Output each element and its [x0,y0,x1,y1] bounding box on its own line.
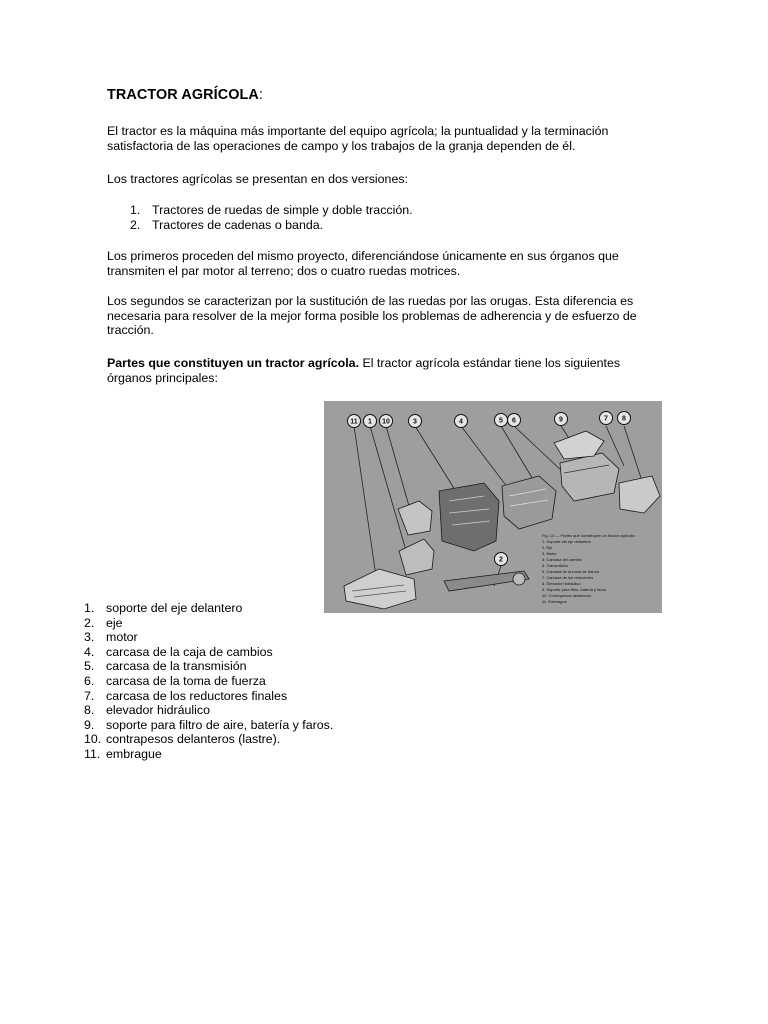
tracked-paragraph: Los segundos se caracterizan por la sustitución de las ruedas por las orugas. Esta diferencia es necesaria para resolver de la mejor forma posible los problemas de adherencia y de esfuerzo de tracción. [107,294,637,338]
svg-text:Fig. 13 — Partes que constituy: Fig. 13 — Partes que constituyen un tractor agrícola: [542,533,636,538]
svg-text:9: 9 [559,416,563,424]
svg-text:8: 8 [622,415,626,423]
svg-text:10: 10 [382,418,390,426]
parts-list [84,601,333,762]
list-item: 6. carcasa de la toma de fuerza [84,673,266,688]
svg-text:4: 4 [459,418,463,426]
page-title: TRACTOR AGRÍCOLA: [107,87,264,103]
callout-5 [495,414,508,427]
list-item: 7. carcasa de los reductores finales [84,688,288,703]
svg-text:7. Carcasa de los reductores: 7. Carcasa de los reductores [542,575,594,580]
versions-intro: Los tractores agrícolas se presentan en dos versiones: [107,172,408,186]
exploded-tractor-diagram [324,401,662,613]
callout-7 [600,412,613,425]
svg-text:1. Soporte del eje delantero: 1. Soporte del eje delantero [542,539,592,544]
list-item: 1. soporte del eje delantero [84,601,243,615]
svg-text:4. Carcasa del cambio: 4. Carcasa del cambio [542,557,582,562]
callout-9 [555,413,568,426]
svg-text:1: 1 [368,418,372,426]
versions-list [130,203,413,232]
callout-1 [364,415,377,428]
list-item: 10. contrapesos delanteros (lastre). [84,732,281,747]
svg-text:10. Contrapesos delanteros: 10. Contrapesos delanteros [542,593,592,598]
svg-text:2. Eje: 2. Eje [542,545,553,550]
svg-text:9. Soporte para filtro, baterí: 9. Soporte para filtro, batería y faros [542,587,607,592]
svg-text:11. Embrague: 11. Embrague [542,599,567,604]
list-item: 5. carcasa de la transmisión [84,659,247,674]
svg-text:3: 3 [413,418,417,426]
list-item: 4. carcasa de la caja de cambios [84,644,273,659]
svg-text:7: 7 [604,415,608,423]
svg-text:8. Elevador hidráulico: 8. Elevador hidráulico [542,581,581,586]
list-item: 2. eje [84,615,123,630]
svg-text:6: 6 [512,417,516,425]
list-item: 9. soporte para filtro de aire, batería y faros. [84,717,334,732]
list-item: 2. Tractores de cadenas o banda. [130,217,324,232]
callout-10 [380,415,393,428]
callout-6 [508,414,521,427]
callout-4 [455,415,468,428]
callout-8 [618,412,631,425]
wheeled-paragraph: Los primeros proceden del mismo proyecto, diferenciándose únicamente en sus órganos que transmiten el par motor al terreno; dos o cuatro ruedas motrices. [107,249,619,278]
svg-text:5: 5 [499,417,503,425]
list-item: 11. embrague [84,746,162,761]
svg-text:11: 11 [350,418,358,426]
svg-text:3. Motor: 3. Motor [542,551,557,556]
list-item: 1. Tractores de ruedas de simple y doble tracción. [130,203,413,217]
list-item: 8. elevador hidráulico [84,703,211,718]
intro-paragraph: El tractor es la máquina más importante del equipo agrícola; la puntualidad y la terminación satisfactoria de las operaciones de campo y los trabajos de la granja dependen de él. [107,124,609,153]
svg-text:5. Transmisión: 5. Transmisión [542,563,569,568]
svg-text:2: 2 [499,556,503,564]
parts-intro: Partes que constituyen un tractor agrícola. El tractor agrícola estándar tiene los siguientes órganos principales: [107,356,621,385]
callout-2 [495,553,508,566]
list-item: 3. motor [84,630,138,645]
callout-3 [409,415,422,428]
svg-text:6. Carcasa de la toma de fuerz: 6. Carcasa de la toma de fuerza [542,569,599,574]
callout-11 [348,415,361,428]
tractor-parts-figure [324,401,662,613]
